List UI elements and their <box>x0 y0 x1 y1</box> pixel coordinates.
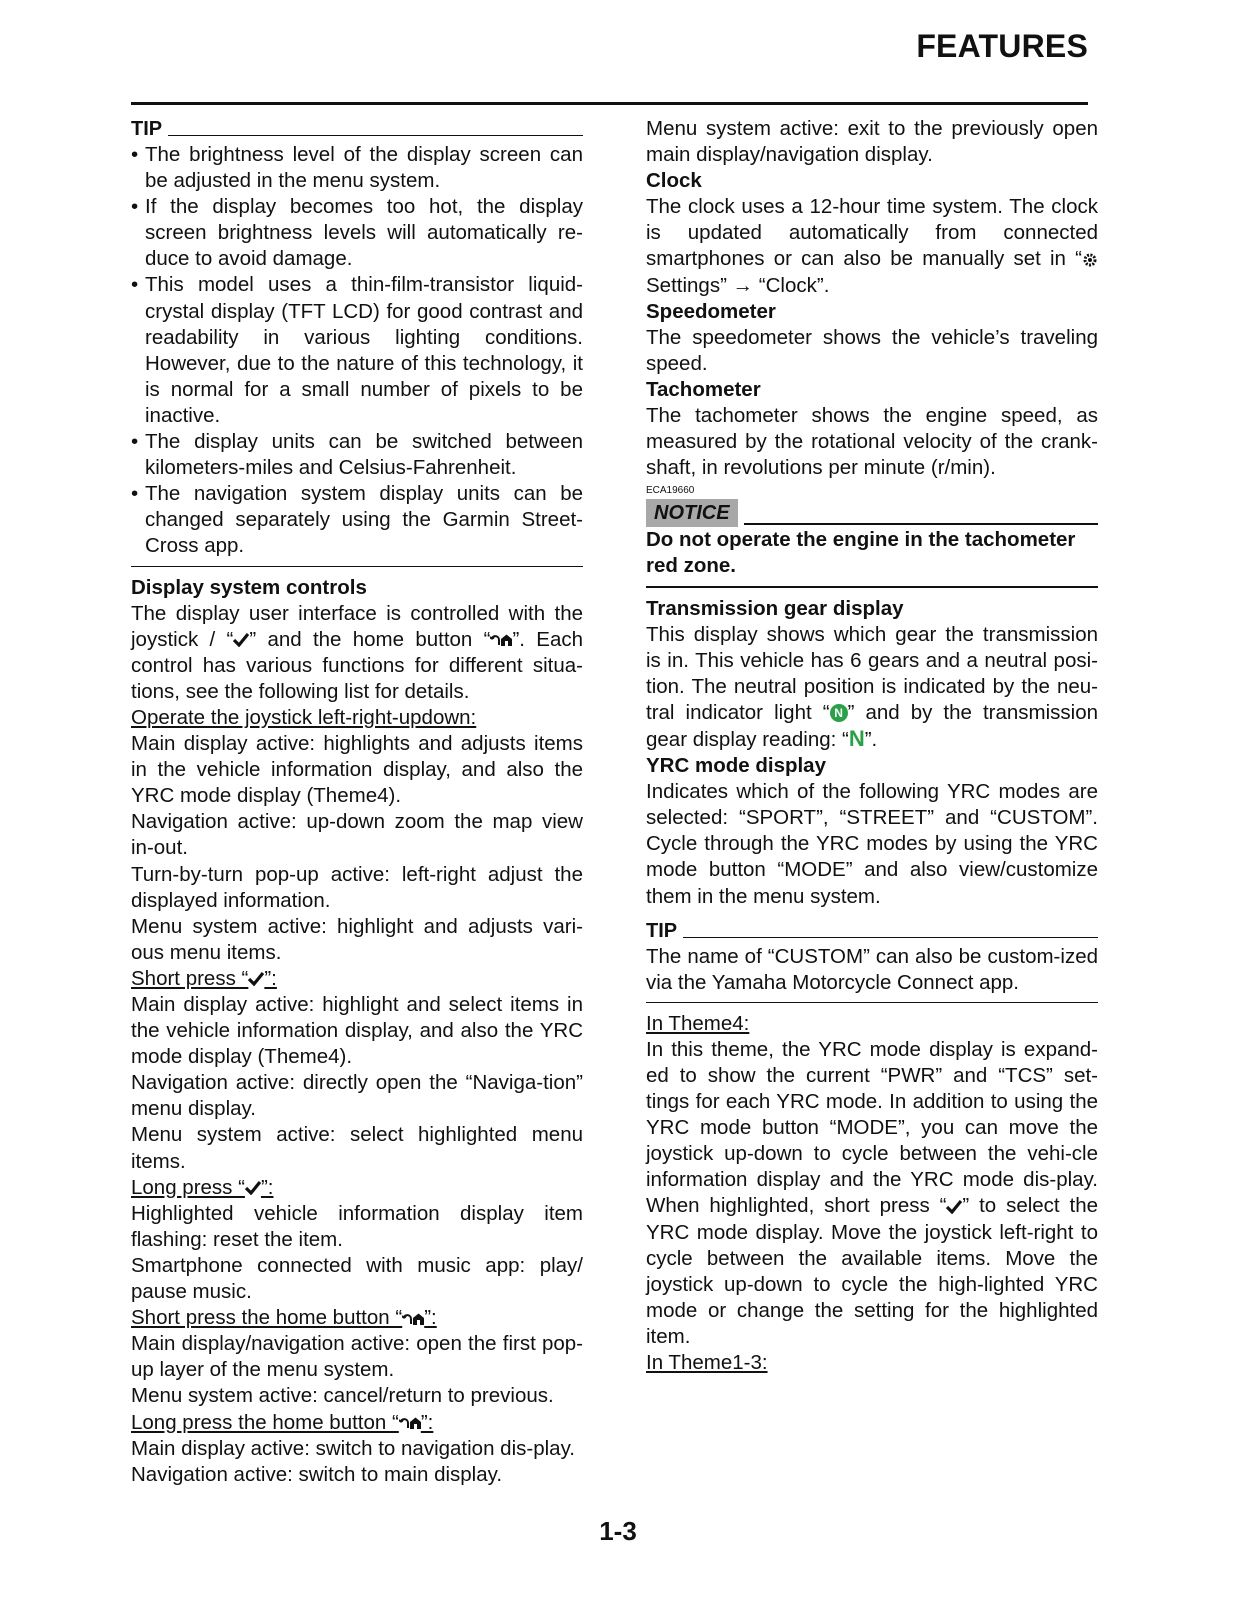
home-button-icon <box>490 633 512 647</box>
sub-heading: Long press the home button “ ”: <box>131 1410 434 1434</box>
checkmark-icon <box>248 972 264 986</box>
tip-bullet-list <box>131 142 583 560</box>
paragraph: Main display active: highlights and adjusts items in the vehicle information display, and also the YRC mode display (Theme4). <box>131 732 583 808</box>
paragraph: Main display active: highlight and select items in the vehicle information display, and also the YRC mode display (Theme4). <box>131 993 583 1069</box>
paragraph: Navigation active: up-down zoom the map view in-out. <box>131 810 583 860</box>
tip-header <box>131 116 583 142</box>
tip-end-rule <box>131 566 583 567</box>
paragraph: In this theme, the YRC mode display is expand-ed to show the current “PWR” and “TCS” set-tings for each YRC mode. In addition to using the YRC mode button “MODE”, you can move the joystick up-down to cycle between the vehi-cle information display and the YRC mode dis-play. When highlighted, short press “ ” to select the YRC mode display. Move the joystick left-right to cycle between the available items. Move the joystick up-down to cycle the high-lighted YRC mode or change the setting for the highlighted item. <box>646 1037 1098 1348</box>
settings-gear-icon <box>1082 252 1098 268</box>
tip-bullet: • The navigation system display units can be changed separately using the Garmin Street-Cross app. <box>131 481 583 559</box>
sub-heading: Short press “ ”: <box>131 966 277 990</box>
home-button-icon <box>402 1312 424 1326</box>
section-heading: Speedometer <box>646 299 776 323</box>
tip-bullet: • The brightness level of the display screen can be adjusted in the menu system. <box>131 142 583 194</box>
paragraph: Menu system active: cancel/return to previous. <box>131 1384 554 1408</box>
paragraph: Turn-by-turn pop-up active: left-right adjust the displayed information. <box>131 862 583 912</box>
neutral-indicator-light-icon: N <box>830 704 848 722</box>
tip-bullet: • The display units can be switched between kilometers-miles and Celsius-Fahrenheit. <box>131 429 583 481</box>
right-column <box>646 116 1098 1376</box>
checkmark-icon <box>233 633 249 647</box>
tip-header <box>646 918 1098 944</box>
notice-end-rule <box>646 586 1098 588</box>
paragraph: Menu system active: highlight and adjusts vari-ous menu items. <box>131 914 583 964</box>
paragraph: Menu system active: select highlighted menu items. <box>131 1123 583 1173</box>
sub-heading: Operate the joystick left-right-updown: <box>131 705 477 729</box>
paragraph: Main display/navigation active: open the first pop-up layer of the menu system. <box>131 1332 583 1382</box>
sub-heading: In Theme4: <box>646 1011 750 1035</box>
sub-heading: Long press “ ”: <box>131 1175 274 1199</box>
paragraph: Navigation active: switch to main display. <box>131 1462 503 1486</box>
section-heading: YRC mode display <box>646 754 826 778</box>
paragraph: Menu system active: exit to the previously open main display/navigation display. <box>646 117 1098 167</box>
paragraph: Highlighted vehicle information display item flashing: reset the item. <box>131 1201 583 1251</box>
section-heading: Tachometer <box>646 377 761 401</box>
sub-heading: Short press the home button “ ”: <box>131 1306 437 1330</box>
header-rule <box>131 102 1088 105</box>
neutral-gear-display: N <box>848 725 865 751</box>
notice-header <box>646 499 1098 527</box>
tip-end-rule <box>646 1002 1098 1003</box>
section-heading: Clock <box>646 169 702 193</box>
checkmark-icon <box>946 1200 962 1214</box>
paragraph: The clock uses a 12-hour time system. The clock is updated automatically from connected smartphones or can also be manually set in “ Settings” → “Clock”. <box>646 195 1098 297</box>
tip-bullet: • If the display becomes too hot, the display screen brightness levels will automatically re-duce to avoid damage. <box>131 194 583 272</box>
sub-heading: In Theme1-3: <box>646 1351 768 1375</box>
paragraph: The display user interface is controlled with the joystick / “ ” and the home button “ ”. Each control has various functions for different situa-tions, see the following list for details. <box>131 601 583 703</box>
paragraph: The speedometer shows the vehicle’s traveling speed. <box>646 325 1098 375</box>
paragraph: Navigation active: directly open the “Naviga-tion” menu display. <box>131 1071 583 1121</box>
notice-label: NOTICE <box>646 499 738 527</box>
paragraph: The tachometer shows the engine speed, as measured by the rotational velocity of the crank-shaft, in revolutions per minute (r/min). <box>646 404 1098 480</box>
paragraph: This display shows which gear the transmission is in. This vehicle has 6 gears and a neutral posi-tion. The neutral position is indicated by the neu-tral indicator light “ N ” and by the transmission gear display reading: “N”. <box>646 622 1099 751</box>
paragraph: Indicates which of the following YRC modes are selected: “SPORT”, “STREET” and “CUSTOM”. Cycle through the YRC modes by using the YRC mode button “MODE” and also view/customize them in the menu system. <box>646 780 1098 908</box>
paragraph: Smartphone connected with music app: play/ pause music. <box>131 1253 583 1304</box>
tip-label: TIP <box>131 118 163 140</box>
checkmark-icon <box>245 1181 261 1195</box>
left-column <box>131 116 583 1488</box>
tip-label: TIP <box>646 919 678 942</box>
notice-code: ECA19660 <box>646 485 695 497</box>
home-button-icon <box>399 1416 421 1430</box>
section-heading: Display system controls <box>131 575 367 599</box>
notice-text: Do not operate the engine in the tachometer red zone. <box>646 528 1076 578</box>
paragraph: Main display active: switch to navigation dis-play. <box>131 1436 575 1460</box>
tip-text: The name of “CUSTOM” can also be custom-ized via the Yamaha Motorcycle Connect app. <box>646 944 1098 994</box>
page-header-title: FEATURES <box>916 28 1088 64</box>
page-number: 1-3 <box>599 1516 637 1546</box>
tip-bullet: • This model uses a thin-film-transistor liquid-crystal display (TFT LCD) for good contrast and readability in various lighting conditions. However, due to the nature of this technology, it is normal for a small number of pixels to be inactive. <box>131 272 583 429</box>
section-heading: Transmission gear display <box>646 596 904 620</box>
